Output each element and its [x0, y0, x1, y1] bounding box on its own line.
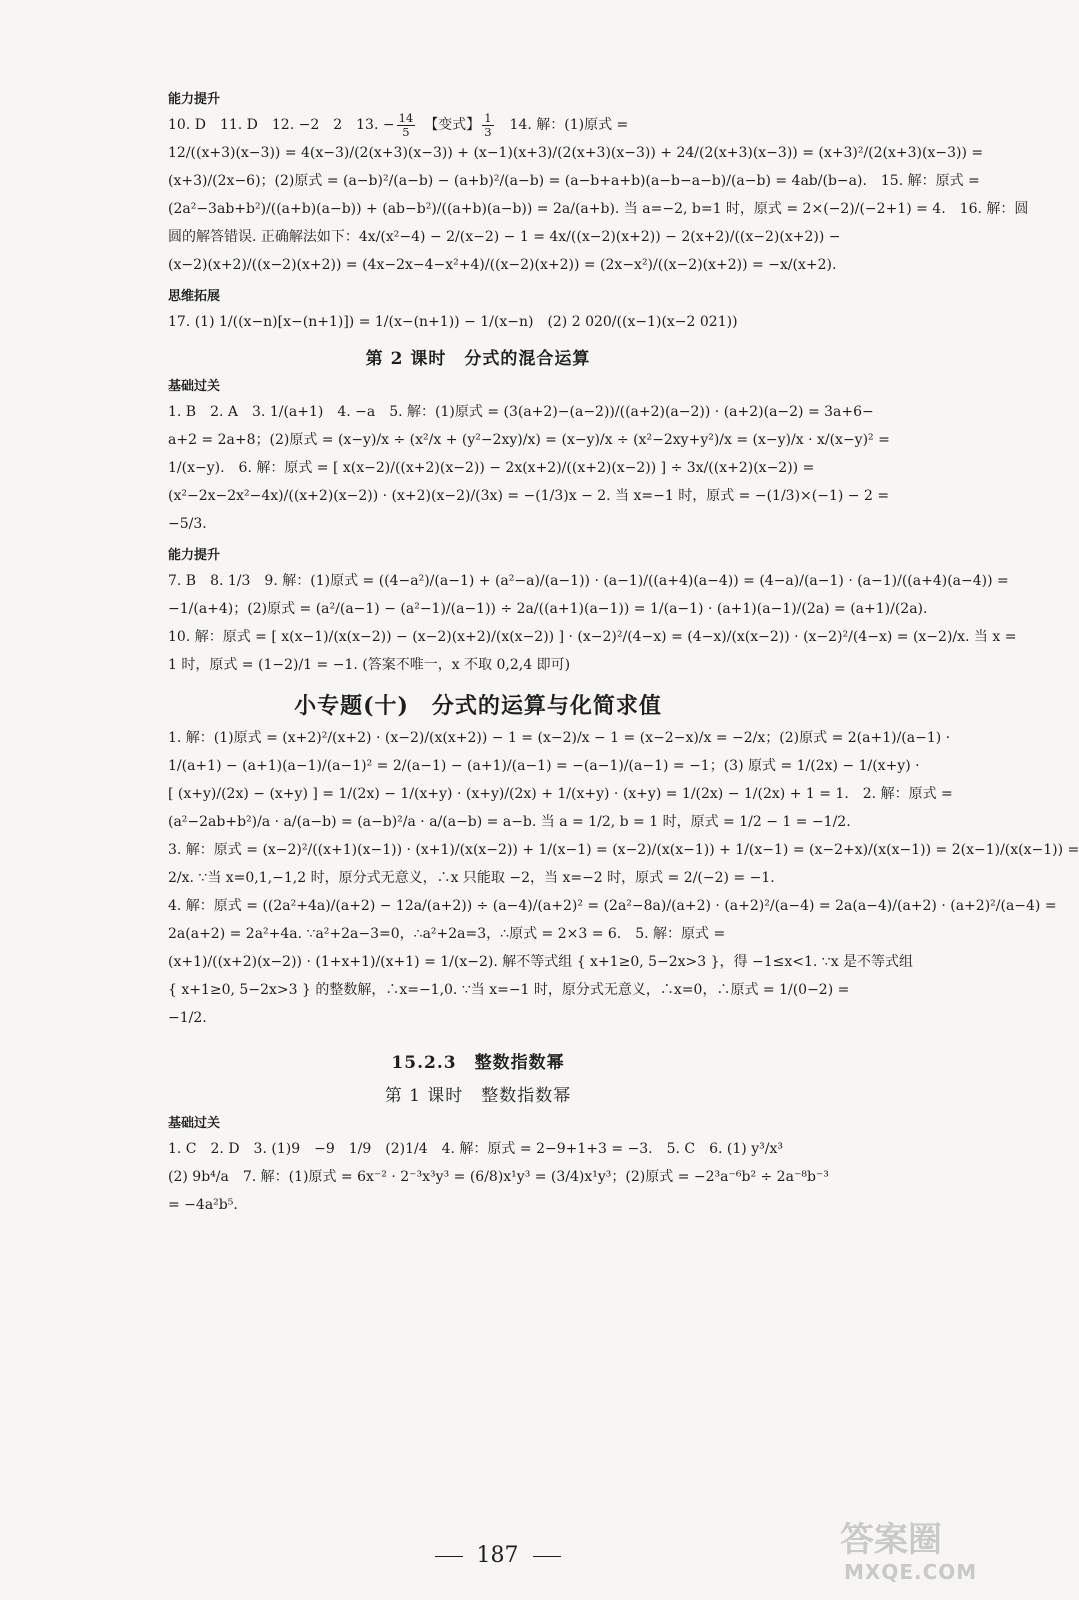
page-number: 187: [0, 1543, 995, 1568]
section-heading: 能力提升: [168, 548, 221, 563]
answer-line: (2a²−3ab+b²)/((a+b)(a−b)) + (ab−b²)/((a+b)(a−b)) = 2a/(a+b). 当 a=−2, b=1 时，原式 = 2×(−2)/(−2+1) = 4. 16. 解：圆: [168, 201, 1029, 217]
answer-line: (x+1)/((x+2)(x−2)) · (1+x+1)/(x+1) = 1/(x−2). 解不等式组 { x+1≥0, 5−2x>3 }，得 −1≤x<1. ∵x 是不等式组: [168, 954, 914, 970]
answer-line: 12/((x+3)(x−3)) = 4(x−3)/(2(x+3)(x−3)) + (x−1)(x+3)/(2(x+3)(x−3)) + 24/(2(x+3)(x−3)) = (x+3)²/(2(x+3)(x−3)) =: [168, 145, 984, 161]
lesson-title: 第 2 课时 分式的混合运算: [365, 349, 591, 369]
section-heading: 思维拓展: [168, 289, 221, 304]
section-heading: 基础过关: [168, 1116, 221, 1131]
section-heading: 能力提升: [168, 92, 221, 107]
answer-line: 2a(a+2) = 2a²+4a. ∵a²+2a−3=0，∴a²+2a=3，∴原式 = 2×3 = 6. 5. 解：原式 =: [168, 926, 726, 942]
answer-line: 10. D 11. D 12. −2 2 13. − $\frac{14}{5}$ 【变式】 $\frac{1}{3}$ 14. 解：(1)原式 =: [168, 110, 629, 139]
answer-line: 1. B 2. A 3. 1/(a+1) 4. −a 5. 解：(1)原式 = (3(a+2)−(a−2))/((a+2)(a−2)) · (a+2)(a−2) = 3a+6−: [168, 404, 874, 420]
answer-line: 1/(x−y). 6. 解：原式 = [ x(x−2)/((x+2)(x−2)) − 2x(x+2)/((x+2)(x−2)) ] ÷ 3x/((x+2)(x−2)) =: [168, 460, 815, 476]
answer-line: 1. C 2. D 3. (1)9 −9 1/9 (2)1/4 4. 解：原式 = 2−9+1+3 = −3. 5. C 6. (1) y³/x³: [168, 1141, 783, 1157]
answer-line: (x+3)/(2x−6)；(2)原式 = (a−b)²/(a−b) − (a+b)²/(a−b) = (a−b+a+b)(a−b−a−b)/(a−b) = 4ab/(b−a). 15. 解：原式 =: [168, 173, 980, 189]
answer-line: −1/2.: [168, 1010, 207, 1026]
answer-line: 4. 解：原式 = ((2a²+4a)/(a+2) − 12a/(a+2)) ÷ (a−4)/(a+2)² = (2a²−8a)/(a+2) · (a+2)²/(a−4) = 2a(a−4)/(a+2) · (a+2)²/(a−4) =: [168, 898, 1057, 914]
divider: [533, 1556, 561, 1557]
answer-line: −5/3.: [168, 516, 207, 532]
fraction: $\frac{14}{5}$: [398, 110, 414, 139]
answer-line: { x+1≥0, 5−2x>3 } 的整数解，∴x=−1,0. ∵当 x=−1 时，原分式无意义，∴x=0，∴原式 = 1/(0−2) =: [168, 982, 850, 998]
answer-line: (2) 9b⁴/a 7. 解：(1)原式 = 6x⁻² · 2⁻³x³y³ = (6/8)x¹y³ = (3/4)x¹y³；(2)原式 = −2³a⁻⁶b² ÷ 2a⁻⁸b⁻³: [168, 1169, 829, 1185]
lesson-title: 第 1 课时 整数指数幂: [384, 1086, 572, 1106]
fraction: $\frac{1}{3}$: [484, 110, 492, 139]
answer-line: 1. 解：(1)原式 = (x+2)²/(x+2) · (x−2)/(x(x+2)) − 1 = (x−2)/x − 1 = (x−2−x)/x = −2/x；(2)原式 = 2(a+1)/(a−1) ·: [168, 730, 951, 746]
section-heading: 基础过关: [168, 379, 221, 394]
answer-line: 17. (1) 1/((x−n)[x−(n+1)]) = 1/(x−(n+1)) − 1/(x−n) (2) 2 020/((x−1)(x−2 021)): [168, 314, 738, 330]
answer-line: [ (x+y)/(2x) − (x+y) ] = 1/(2x) − 1/(x+y) · (x+y)/(2x) + 1/(x+y) · (x+y) = 1/(2x) − 1/(2x) + 1 = 1. 2. 解：原式 =: [168, 786, 953, 802]
answer-line: a+2 = 2a+8；(2)原式 = (x−y)/x ÷ (x²/x + (y²−2xy)/x) = (x−y)/x ÷ (x²−2xy+y²)/x = (x−y)/x · x/(x−y)² =: [168, 432, 890, 448]
section-title: 15.2.3 整数指数幂: [391, 1053, 565, 1073]
answer-line: (x²−2x−2x²−4x)/((x+2)(x−2)) · (x+2)(x−2)/(3x) = −(1/3)x − 2. 当 x=−1 时，原式 = −(1/3)×(−1) − 2 =: [168, 488, 890, 504]
answer-line: 1/(a+1) − (a+1)(a−1)/(a−1)² = 2/(a−1) − (a+1)/(a−1) = −(a−1)/(a−1) = −1；(3) 原式 = 1/(2x) − 1/(x+y) ·: [168, 758, 920, 774]
answer-line: 7. B 8. 1/3 9. 解：(1)原式 = ((4−a²)/(a−1) + (a²−a)/(a−1)) · (a−1)/((a+4)(a−4)) = (4−a)/(a−1) · (a−1)/((a+4)(a−4)) =: [168, 573, 1009, 589]
answer-line: −1/(a+4)；(2)原式 = (a²/(a−1) − (a²−1)/(a−1)) ÷ 2a/((a+1)(a−1)) = 1/(a−1) · (a+1)(a−1)/(2a) = (a+1)/(2a).: [168, 601, 928, 617]
answer-line: 2/x. ∵当 x=0,1,−1,2 时，原分式无意义，∴x 只能取 −2，当 x=−2 时，原式 = 2/(−2) = −1.: [168, 870, 775, 886]
watermark-logo: 答案圈 MXQE.COM: [840, 1520, 978, 1584]
answer-line: (a²−2ab+b²)/a · a/(a−b) = (a−b)²/a · a/(a−b) = a−b. 当 a = 1/2, b = 1 时，原式 = 1/2 − 1 = −1/2.: [168, 814, 851, 830]
topic-title: 小专题(十) 分式的运算与化简求值: [294, 693, 662, 719]
answer-page: [168, 82, 1079, 1219]
divider: [435, 1556, 463, 1557]
answer-line: (x−2)(x+2)/((x−2)(x+2)) = (4x−2x−4−x²+4)/((x−2)(x+2)) = (2x−x²)/((x−2)(x+2)) = −x/(x+2).: [168, 257, 837, 273]
answer-line: 10. 解：原式 = [ x(x−1)/(x(x−2)) − (x−2)(x+2)/(x(x−2)) ] · (x−2)²/(4−x) = (4−x)/(x(x−2)) · (x−2)²/(4−x) = (x−2)/x. 当 x =: [168, 629, 1017, 645]
answer-line: = −4a²b⁵.: [168, 1197, 238, 1213]
answer-line: 1 时，原式 = (1−2)/1 = −1. (答案不唯一，x 不取 0,2,4 即可): [168, 657, 571, 673]
answer-line: 3. 解：原式 = (x−2)²/((x+1)(x−1)) · (x+1)/(x(x−2)) + 1/(x−1) = (x−2)/(x(x−1)) + 1/(x−1) = (x−2+x)/(x(x−1)) = 2(x−1)/(x(x−1)) =: [168, 842, 1079, 858]
answer-line: 圆的解答错误. 正确解法如下：4x/(x²−4) − 2/(x−2) − 1 = 4x/((x−2)(x+2)) − 2(x+2)/((x−2)(x+2)) −: [168, 229, 841, 245]
